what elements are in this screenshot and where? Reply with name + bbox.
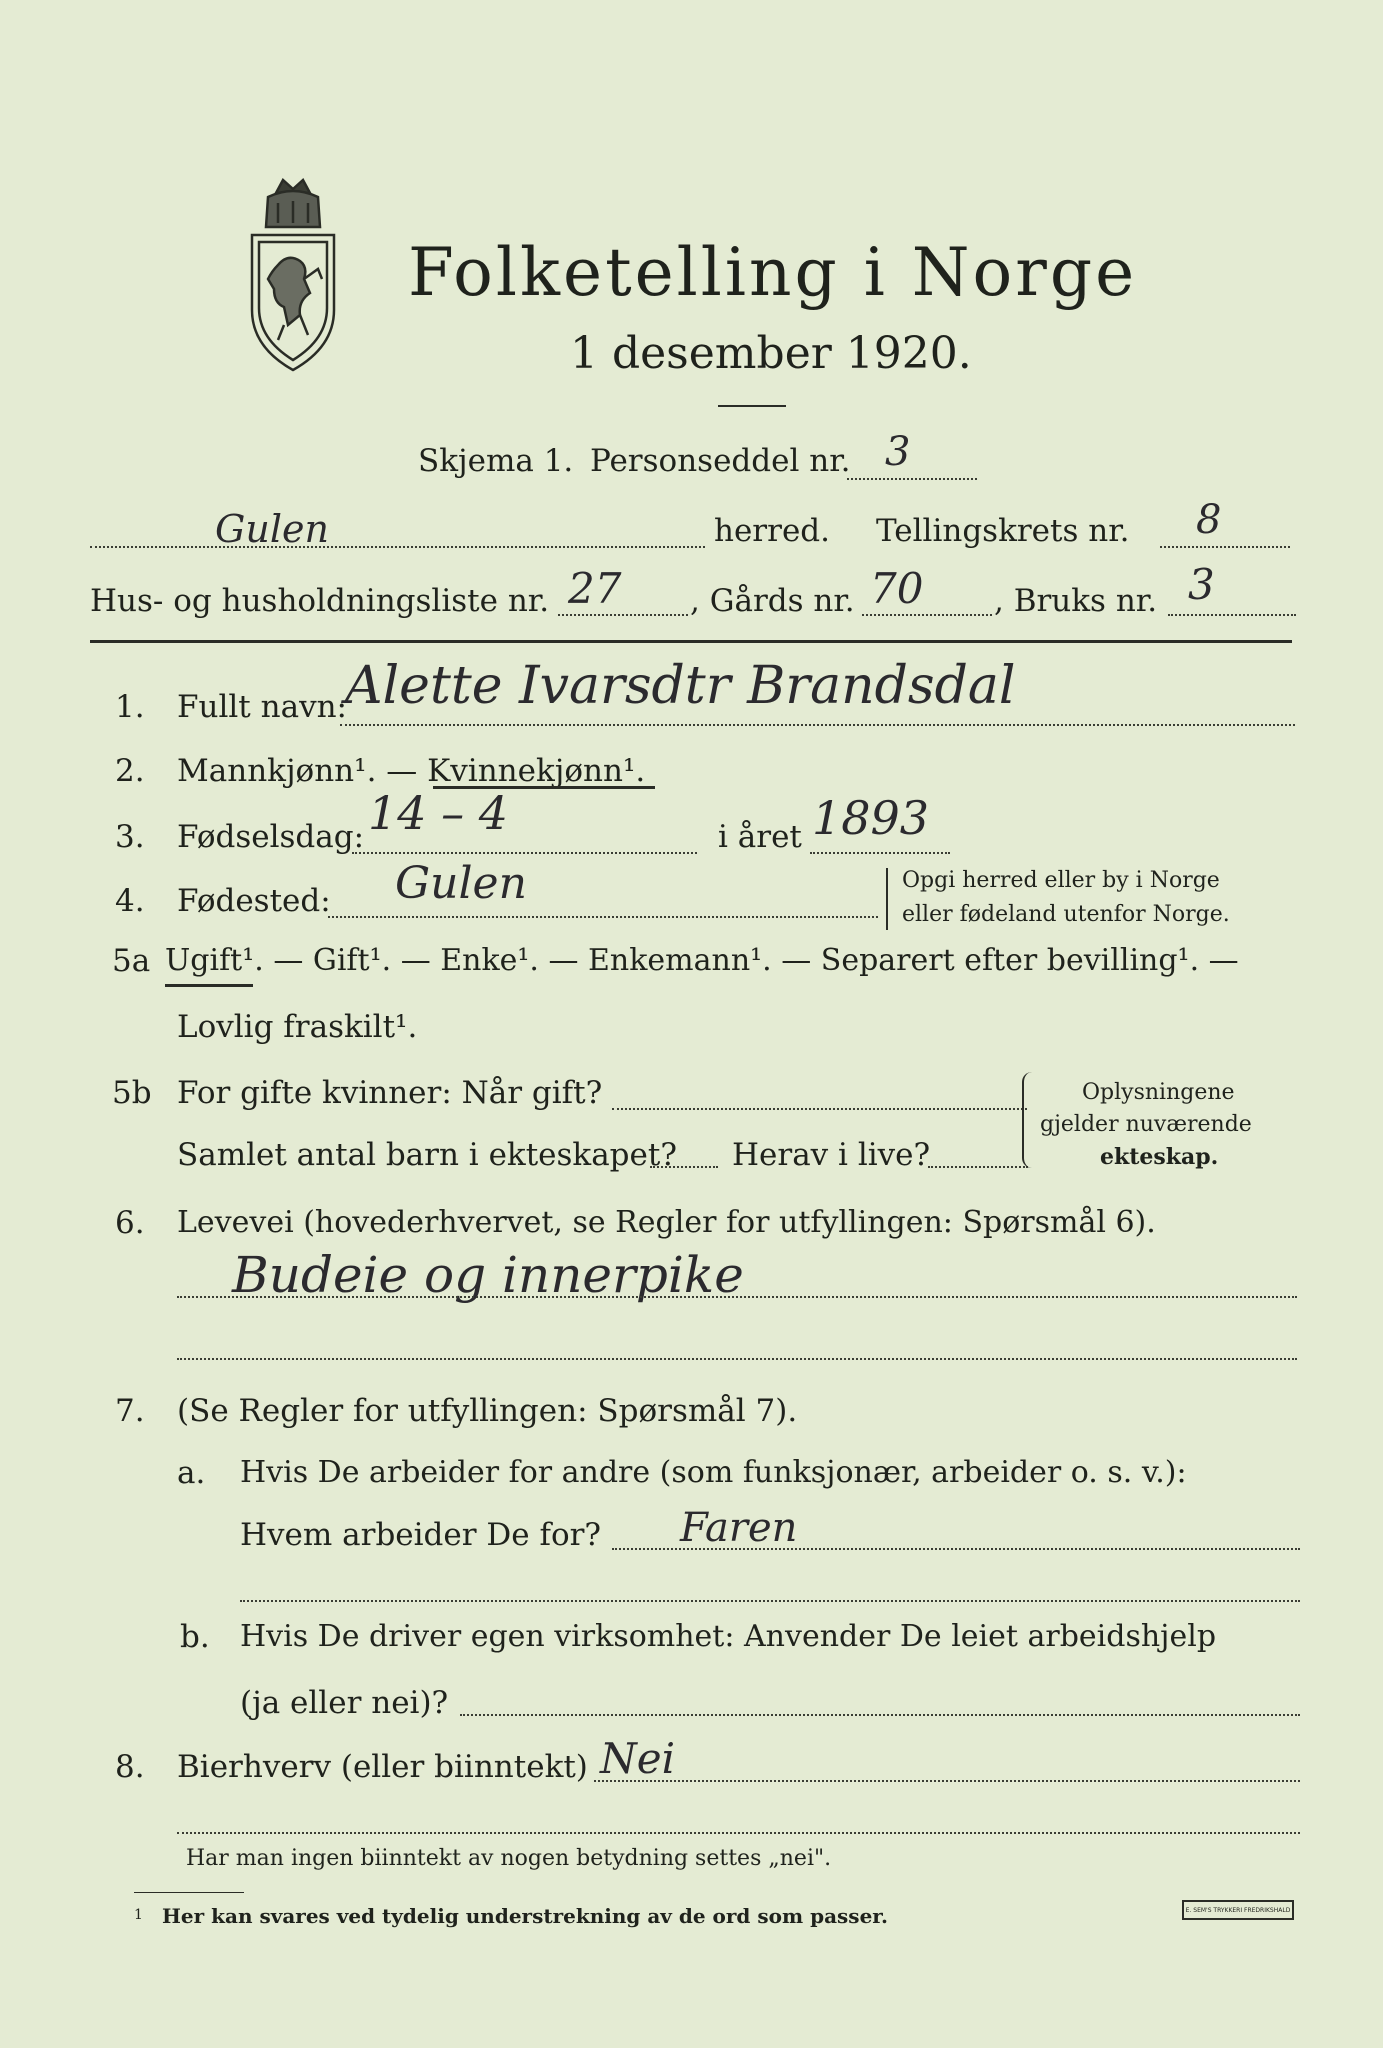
personseddel-line (847, 478, 977, 480)
q2-label-gender: Mannkjønn¹. — Kvinnekjønn¹. (177, 753, 646, 789)
q7-number: 7. (115, 1393, 145, 1429)
q5b-line2b: Herav i live? (732, 1137, 931, 1173)
q4-answer-birthplace: Gulen (395, 858, 527, 909)
q7a-line2: Hvem arbeider De for? (240, 1517, 602, 1553)
gards-value: 70 (870, 564, 924, 613)
q5b-note2: gjelder nuværende (1040, 1112, 1252, 1137)
q3-year-line (810, 852, 950, 854)
bruks-line (1168, 614, 1296, 616)
form-title: Folketelling i Norge (408, 234, 1138, 311)
herred-value: Gulen (215, 507, 329, 551)
q2-number: 2. (115, 753, 145, 789)
q7b-line1: Hvis De driver egen virksomhet: Anvender De leiet arbeidshjelp (240, 1619, 1217, 1654)
q4-note-brace (886, 868, 896, 930)
q3-label: Fødselsdag: (177, 819, 365, 855)
printer-stamp-text: E. SEM'S TRYKKERI FREDRIKSHALD (1185, 1906, 1291, 1914)
bruks-label: , Bruks nr. (994, 583, 1158, 619)
q6-number: 6. (115, 1205, 145, 1241)
q7a-answer: Faren (680, 1505, 798, 1551)
q6-line1 (177, 1296, 1297, 1298)
q1-number: 1. (115, 689, 145, 725)
q5b-barn-line (650, 1166, 718, 1168)
q7a-number: a. (177, 1455, 206, 1491)
gards-label: , Gårds nr. (690, 583, 855, 619)
footer-divider (134, 1892, 244, 1893)
q7-label: (Se Regler for utfyllingen: Spørsmål 7). (177, 1393, 798, 1429)
q4-note-line2: eller fødeland utenfor Norge. (902, 902, 1230, 927)
q7a-line1: Hvis De arbeider for andre (som funksjonær, arbeider o. s. v.): (240, 1455, 1187, 1490)
q8-answer: Nei (600, 1734, 676, 1783)
q3-number: 3. (115, 819, 145, 855)
q5b-number: 5b (112, 1075, 152, 1111)
printer-stamp (1182, 1900, 1294, 1920)
q7a-extra-line (240, 1600, 1300, 1602)
husliste-label: Hus- og husholdningsliste nr. (90, 583, 550, 619)
tellingskrets-value: 8 (1196, 497, 1222, 543)
footer-note: Har man ingen biinntekt av nogen betydning settes „nei". (186, 1846, 832, 1871)
husliste-line (558, 614, 688, 616)
q5b-note-brace (1022, 1072, 1034, 1168)
q8-label: Bierhverv (eller biinntekt) (177, 1749, 588, 1785)
footnote-mark: 1 (134, 1907, 143, 1923)
footnote-text: Her kan svares ved tydelig understrekning av de ord som passer. (162, 1904, 888, 1928)
q8-extra-line (177, 1832, 1300, 1834)
q4-note-line1: Opgi herred eller by i Norge (902, 868, 1220, 893)
q3-year-label: i året (718, 819, 802, 855)
herred-label: herred. (714, 513, 830, 549)
q5b-live-line (928, 1166, 1028, 1168)
bruks-value: 3 (1188, 560, 1215, 609)
q6-answer-occupation: Budeie og innerpike (232, 1246, 744, 1304)
q6-line2 (177, 1358, 1297, 1360)
gards-line (862, 614, 992, 616)
q7b-line2: (ja eller nei)? (240, 1685, 449, 1721)
q1-line (340, 724, 1295, 726)
skjema-label: Skjema 1. (418, 443, 574, 479)
q5b-naar-gift-line (612, 1108, 1027, 1110)
q5b-line1: For gifte kvinner: Når gift? (177, 1075, 603, 1111)
q5a-line2: Lovlig fraskilt¹. (177, 1009, 418, 1045)
q4-label: Fødested: (177, 883, 331, 919)
header-divider (90, 640, 1292, 643)
personseddel-value: 3 (885, 429, 911, 475)
q7b-line (460, 1714, 1300, 1716)
title-divider (718, 405, 786, 407)
q1-label: Fullt navn: (177, 689, 347, 725)
husliste-value: 27 (568, 564, 622, 613)
q1-answer-name: Alette Ivarsdtr Brandsdal (345, 656, 1016, 716)
q6-label: Levevei (hovederhvervet, se Regler for utfyllingen: Spørsmål 6). (177, 1205, 1156, 1240)
q3-answer-year: 1893 (812, 791, 930, 845)
personseddel-label: Personseddel nr. (590, 443, 851, 479)
tellingskrets-line (1160, 546, 1290, 548)
q5b-note3: ekteskap. (1100, 1144, 1219, 1170)
q8-line (594, 1780, 1300, 1782)
q7b-number: b. (180, 1619, 210, 1655)
q4-number: 4. (115, 883, 145, 919)
tellingskrets-label: Tellingskrets nr. (876, 513, 1130, 549)
herred-line (90, 546, 705, 548)
q4-line (328, 916, 878, 918)
q8-number: 8. (115, 1749, 145, 1785)
q5b-line2a: Samlet antal barn i ekteskapet? (177, 1137, 677, 1173)
census-date: 1 desember 1920. (570, 328, 972, 379)
q3-answer-birthdate: 14 – 4 (368, 786, 509, 840)
q3-date-line (352, 852, 697, 854)
norwegian-coat-of-arms-icon (238, 175, 348, 375)
ugift-underline (165, 984, 253, 987)
q5b-note1: Oplysningene (1082, 1080, 1235, 1105)
q5a-number: 5a (112, 943, 151, 979)
q5a-line1: Ugift¹. — Gift¹. — Enke¹. — Enkemann¹. — Separert efter bevilling¹. — (165, 943, 1239, 978)
